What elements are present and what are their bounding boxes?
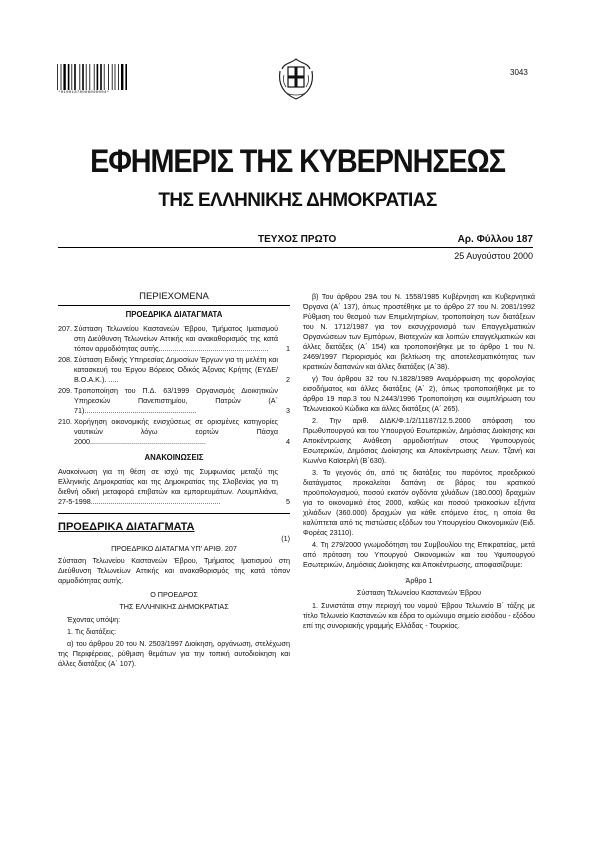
toc-text: Χορήγηση οικονομικής ενισχύσεως σε ορισμένες κατηγορίες ναυτικών λόγω εορτών Πάσχα 2000.......................................................... [74,417,278,446]
toc-number: 209. [58,386,72,395]
article-subtitle: Σύσταση Τελωνείου Καστανεών Έβρου [356,588,482,597]
toc-item [58,467,290,507]
gazette-title: ΕΦΗΜΕΡΙΣ ΤΗΣ ΚΥΒΕΡΝΗΣΕΩΣ [90,143,505,179]
announcement-text: Ανακοίνωση για τη θέση σε ισχύ της Συμφωνίας μεταξύ της Ελληνικής Δημοκρατίας και της Δημοκρατίας της Σλοβενίας για τη διεθνή οδική μεταφορά επιβατών και εμπορευμάτων. Λουμπλιάνα, 27-5-1998................................................................. [58,467,278,506]
decree-number: ΠΡΟΕΔΡΙΚΟ ΔΙΑΤΑΓΜΑ ΥΠ' ΑΡΙΘ. 207 [111,544,237,553]
toc-item [58,417,290,447]
divider [58,305,290,306]
page-number: 3043 [510,68,528,77]
contents-section-decrees: ΠΡΟΕΔΡΙΚΑ ΔΙΑΤΑΓΜΑΤΑ [125,310,223,319]
paragraph-2: 2. Την αριθ. ΔΙΔΚ/Φ.1/2/11187/12.5.2000 απόφαση του Πρωθυπουργού και του Υπουργού Εσωτερικών, Δημόσιας Διοίκησης και Αποκέντρωσης Ανάθεση αρμοδιοτήτων στους Υφυπουργούς Εσωτερικών, Δημόσιας Διοίκησης και Αποκέντρωσης Λεων. Τζανή και Κων/νο Καϊσερλή (Β΄630). [303,416,535,465]
toc-page: 4 [286,437,290,446]
contents-section-announcements: ΑΝΑΚΟΙΝΩΣΕΙΣ [144,453,204,462]
left-column [58,292,290,671]
decrees-section-title-text: ΠΡΟΕΔΡΙΚΑ ΔΙΑΤΑΓΜΑΤΑ [58,521,195,533]
decree-marker-row [58,534,290,544]
divider [58,513,290,514]
toc-item [58,386,290,416]
article-title: Άρθρο 1 [405,576,433,585]
toc-page: 3 [286,406,290,415]
provisions-intro: 1. Τις διατάξεις: [67,627,117,636]
paragraph-c: γ) Του άρθρου 32 του Ν.1828/1989 Αναμόρφωση της φορολογίας εισοδήματος και άλλες διατάξεις (Α΄ 2), όπως τροποποιήθηκε με το άρθρο 19 παρ.3 του Ν.2443/1996 Τροποποίηση και συμπλήρωση του Τελωνειακού Κώδικα και άλλες διατάξεις (Α΄ 265). [303,374,535,413]
decrees-section-title [58,522,290,532]
right-column [303,292,535,633]
toc-page: 2 [286,375,290,384]
paragraph-3: 3. Το γεγονός ότι, από τις διατάξεις του παρόντος προεδρικού διατάγματος προκαλείται δαπάνη σε βάρος του κρατικού προϋπολογισμού, ποσού εκατόν ογδόντα χιλιάδων (180.000) δραχμών για το οικονομικό έτος 2000, καθώς και ποσού τριακοσίων εξήντα χιλιάδων (360.000) δραχμών για κάθε επόμενο έτος, η οποία θα καλύπτεται από τις πιστώσεις εξόδων του Υπουργείου Οικονομικών (Ειδ. Φορέας 23110). [303,468,535,537]
paragraph-b: β) Του άρθρου 29Α του Ν. 1558/1985 Κυβέρνηση και Κυβερνητικά Όργανα (Α΄ 137), όπως προστέθηκε με το άρθρο 27 του Ν. 2081/1992 Ρύθμιση του θεσμού των Επιμελητηρίων, τροποποίηση των διατάξεων του Ν. 1712/1987 για τον εκσυγχρονισμό των Επαγγελματικών Οργανώσεων των Εμπόρων, Βιοτεχνών και λοιπών επαγγελματικών και άλλες διατάξεις (Α΄ 154) και τροποποιήθηκε με το άρθρο 1 του Ν. 2469/1997 Περιορισμός και βελτίωση της αποτελεσματικότητας των κρατικών δαπανών και άλλες διατάξεις (Α΄38). [303,292,535,371]
barcode-number: *01001870008000004* [58,91,110,95]
paragraph-4: 4. Τη 279/2000 γνωμοδότηση του Συμβουλίου της Επικρατείας, μετά από πρόταση του Υπουργού Οικονομικών και του Υφυπουργού Εσωτερικών, Δημόσιας Διοίκησης και Αποκέντρωσης, αποφασίζουμε: [303,540,535,569]
article-paragraph-1: 1. Συνιστάται στην περιοχή του νομού Έβρου Τελωνείο Β΄ τάξης με τίτλο Τελωνείο Καστανεών και έδρα το ομώνυμο σημείο εισόδου - εξόδου επί της συνοριακής γραμμής Ελλάδας - Τουρκίας. [303,601,535,630]
issue-type: ΤΕΥΧΟΣ ΠΡΩΤΟ [258,234,337,245]
decree-marker: (1) [281,534,290,543]
decree-summary: Σύσταση Τελωνείου Καστανεών Έβρου, Τμήματος Ιματισμού στη Διεύθυνση Τελωνείων Αττικής και ανακαθορισμός της κατά τόπον αρμοδιότητας αυτής. [58,556,290,585]
toc-number: 207. [58,324,72,333]
toc-page: 1 [286,344,290,353]
toc-number: 208. [58,355,72,364]
toc-text: Τροποποίηση του Π.Δ. 63/1999 Οργανισμός Διοικητικών Υπηρεσιών Πανεπιστημίου, Πατρών (Α΄ 71)........................................................ [74,386,278,415]
toc-page: 5 [286,497,290,506]
sheet-number: Αρ. Φύλλου 187 [457,234,533,245]
having-regard: Έχοντας υπόψη: [67,615,121,624]
header-divider [58,247,533,248]
toc-item [58,324,290,354]
contents-title: ΠΕΡΙΕΧΟΜΕΝΑ [139,291,209,302]
barcode [55,63,141,91]
toc-item [58,355,290,385]
greek-coat-of-arms-emblem [272,55,320,103]
gazette-subtitle: ΤΗΣ ΕΛΛΗΝΙΚΗΣ ΔΗΜΟΚΡΑΤΙΑΣ [158,190,437,211]
toc-text: Σύσταση Τελωνείου Καστανεών Έβρου, Τμήματος Ιματισμού στη Διεύθυνση Τελωνείων Αττικής και ανακαθορισμός της κατά τόπον αρμοδιότητας αυτής....................................................... [74,324,278,353]
president-heading-1: Ο ΠΡΟΕΔΡΟΣ [150,590,198,599]
president-heading-2: ΤΗΣ ΕΛΛΗΝΙΚΗΣ ΔΗΜΟΚΡΑΤΙΑΣ [119,602,229,611]
paragraph-a: α) του άρθρου 20 του Ν. 2503/1997 Διοίκηση, οργάνωση, στελέχωση της Περιφέρειας, ρύθμιση θεμάτων για την τοπική αυτοδιοίκηση και άλλες διατάξεις (Α΄ 107). [58,639,290,668]
toc-text: Σύσταση Ειδικής Υπηρεσίας Δημοσίων Έργων για τη μελέτη και κατασκευή του Έργου Βόρειος Οδικός Άξονας Κρήτης (ΕΥΔΕ/Β.Ο.Α.Κ.). ..... [74,355,278,384]
toc-number: 210. [58,417,72,426]
issue-date: 25 Αυγούστου 2000 [454,251,533,261]
